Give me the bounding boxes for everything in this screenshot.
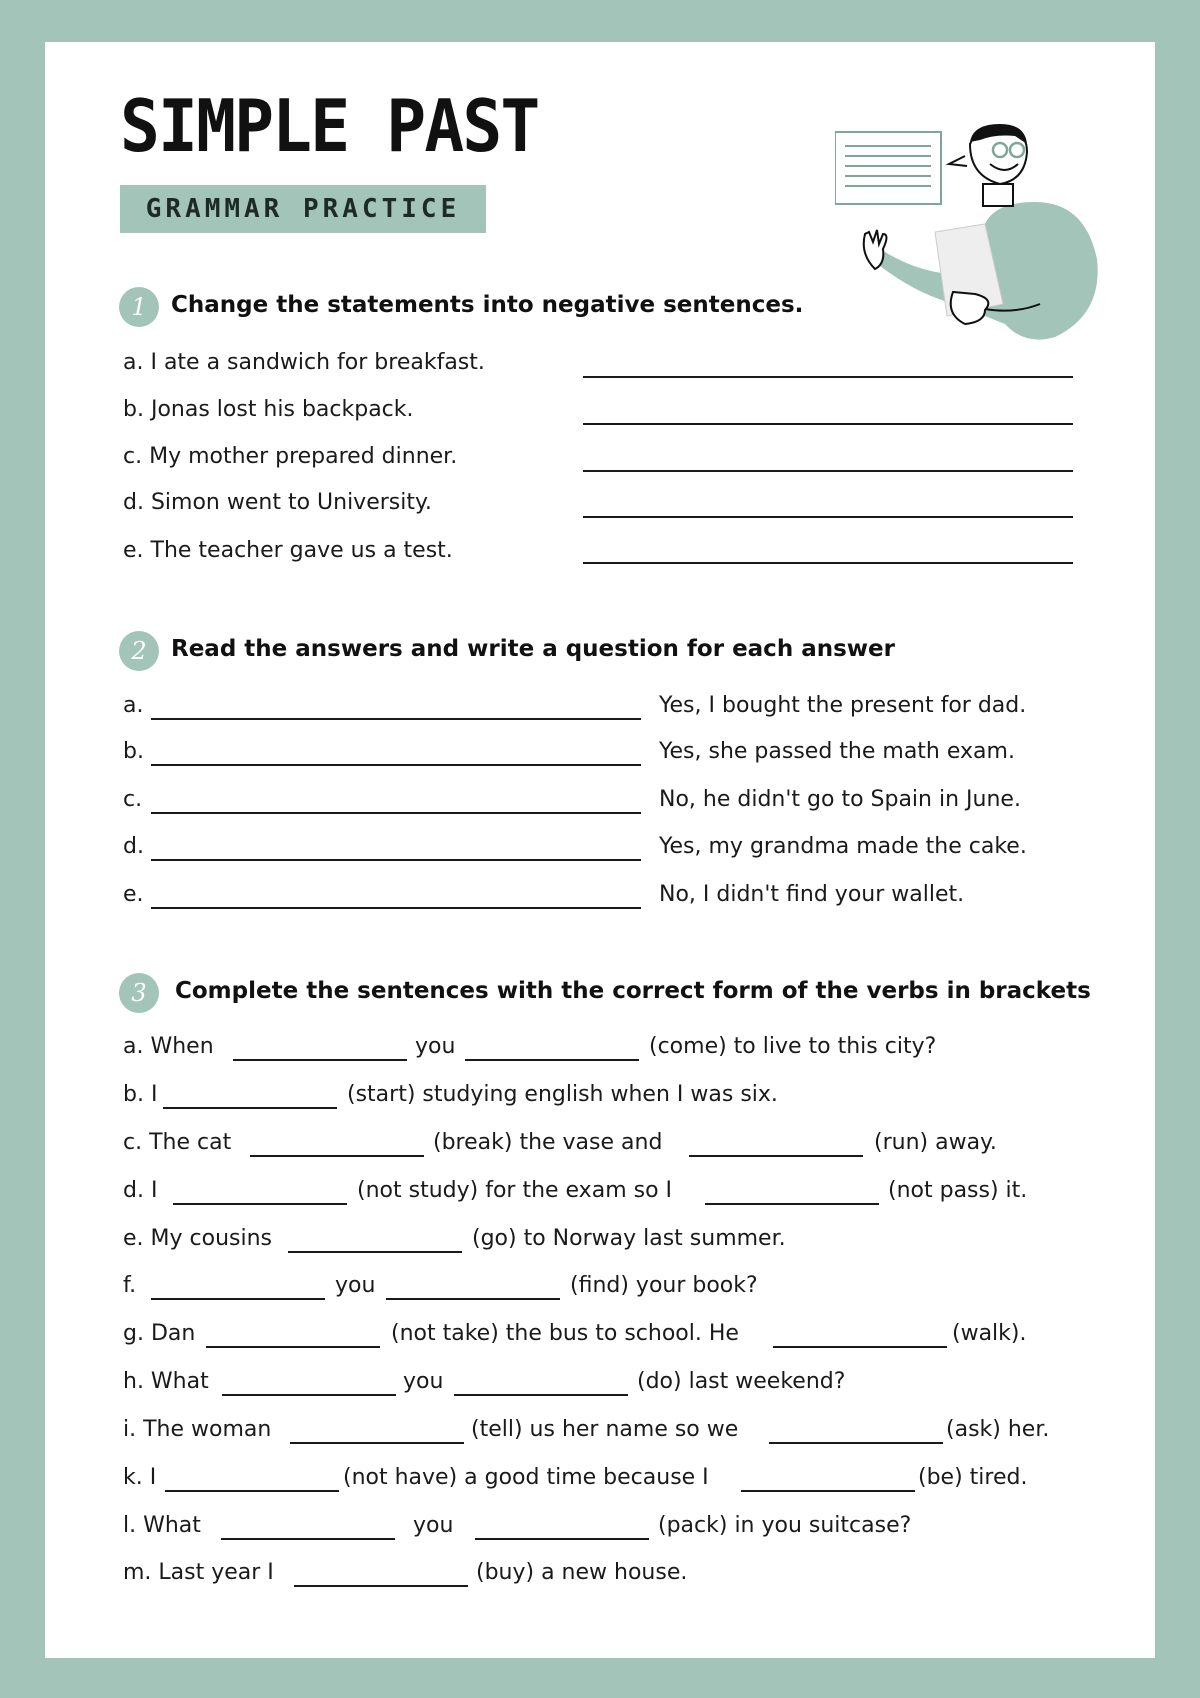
verb-blank[interactable] [689,1155,863,1157]
section-3-item-k-start: k. I [123,1465,157,1490]
section-3-instruction: Complete the sentences with the correct form of the verbs in brackets [175,978,1091,1004]
question-blank[interactable] [151,812,641,814]
section-3-item-c-start: c. The cat [123,1130,232,1155]
section-3-item-d-end: (not pass) it. [888,1178,1028,1203]
section-3-item-i-end: (ask) her. [946,1417,1050,1442]
section-2-letter-a: a. [123,693,144,718]
section-3-item-m-start: m. Last year I [123,1560,274,1585]
verb-blank[interactable] [173,1203,347,1205]
section-1-item-d: d. Simon went to University. [123,490,432,515]
verb-blank[interactable] [163,1107,337,1109]
question-blank[interactable] [151,859,641,861]
section-3-item-k-end: (be) tired. [918,1465,1028,1490]
verb-blank[interactable] [290,1442,464,1444]
verb-blank[interactable] [386,1298,560,1300]
section-2-letter-b: b. [123,739,144,764]
section-2-answer-b: Yes, she passed the math exam. [659,739,1015,764]
section-2-answer-e: No, I didn't find your wallet. [659,882,965,907]
section-3-item-f-end: (find) your book? [570,1273,758,1298]
section-3-item-i-start: i. The woman [123,1417,272,1442]
subtitle-banner [120,185,486,233]
answer-blank[interactable] [583,562,1073,564]
verb-blank[interactable] [741,1490,915,1492]
section-1-item-e: e. The teacher gave us a test. [123,538,453,563]
verb-blank[interactable] [222,1394,396,1396]
section-3-item-e-end: (go) to Norway last summer. [472,1226,786,1251]
section-3-item-d-mid: (not study) for the exam so I [357,1178,673,1203]
section-1-badge: 1 [119,287,159,327]
section-2-letter-e: e. [123,882,144,907]
section-2-letter-d: d. [123,834,144,859]
section-3-item-h-mid: you [403,1369,444,1394]
section-3-item-h-end: (do) last weekend? [637,1369,846,1394]
section-2-letter-c: c. [123,787,143,812]
section-3-item-g-mid: (not take) the bus to school. He [391,1321,739,1346]
worksheet-page [45,42,1155,1658]
section-1-item-a: a. I ate a sandwich for breakfast. [123,350,485,375]
section-3-item-a-start: a. When [123,1034,214,1059]
section-2-answer-c: No, he didn't go to Spain in June. [659,787,1021,812]
section-2-answer-a: Yes, I bought the present for dad. [659,693,1027,718]
section-3-item-i-mid: (tell) us her name so we [471,1417,739,1442]
verb-blank[interactable] [294,1585,468,1587]
teacher-with-board-illustration [835,84,1135,344]
section-3-item-b-start: b. I [123,1082,158,1107]
answer-blank[interactable] [583,423,1073,425]
section-3-item-b-end: (start) studying english when I was six. [347,1082,778,1107]
question-blank[interactable] [151,718,641,720]
question-blank[interactable] [151,907,641,909]
verb-blank[interactable] [206,1346,380,1348]
section-3-badge: 3 [119,973,159,1013]
section-3-item-k-mid: (not have) a good time because I [343,1465,709,1490]
section-3-item-e-start: e. My cousins [123,1226,272,1251]
section-1-item-c: c. My mother prepared dinner. [123,444,458,469]
verb-blank[interactable] [465,1059,639,1061]
section-3-item-g-end: (walk). [952,1321,1027,1346]
verb-blank[interactable] [769,1442,943,1444]
verb-blank[interactable] [705,1203,879,1205]
section-3-item-f-mid: you [335,1273,376,1298]
verb-blank[interactable] [288,1251,462,1253]
section-3-item-a-end: (come) to live to this city? [649,1034,937,1059]
section-2-answer-d: Yes, my grandma made the cake. [659,834,1027,859]
verb-blank[interactable] [475,1538,649,1540]
section-3-item-h-start: h. What [123,1369,209,1394]
verb-blank[interactable] [221,1538,395,1540]
section-1-item-b: b. Jonas lost his backpack. [123,397,414,422]
verb-blank[interactable] [454,1394,628,1396]
page-subtitle: GRAMMAR PRACTICE [145,194,461,224]
verb-blank[interactable] [250,1155,424,1157]
verb-blank[interactable] [773,1346,947,1348]
section-3-item-l-mid: you [413,1513,454,1538]
section-3-item-l-start: l. What [123,1513,201,1538]
verb-blank[interactable] [233,1059,407,1061]
section-3-item-f-start: f. [123,1273,137,1298]
section-2-instruction: Read the answers and write a question for each answer [171,636,895,662]
verb-blank[interactable] [165,1490,339,1492]
section-2-badge: 2 [119,631,159,671]
answer-blank[interactable] [583,470,1073,472]
section-1-instruction: Change the statements into negative sentences. [171,292,804,318]
section-3-item-g-start: g. Dan [123,1321,196,1346]
section-3-item-c-end: (run) away. [874,1130,997,1155]
answer-blank[interactable] [583,376,1073,378]
section-3-item-a-mid: you [415,1034,456,1059]
page-title: SIMPLE PAST [120,84,539,168]
answer-blank[interactable] [583,516,1073,518]
section-3-item-l-end: (pack) in you suitcase? [658,1513,912,1538]
question-blank[interactable] [151,764,641,766]
verb-blank[interactable] [151,1298,325,1300]
section-3-item-m-end: (buy) a new house. [476,1560,688,1585]
section-3-item-c-mid: (break) the vase and [433,1130,663,1155]
section-3-item-d-start: d. I [123,1178,158,1203]
